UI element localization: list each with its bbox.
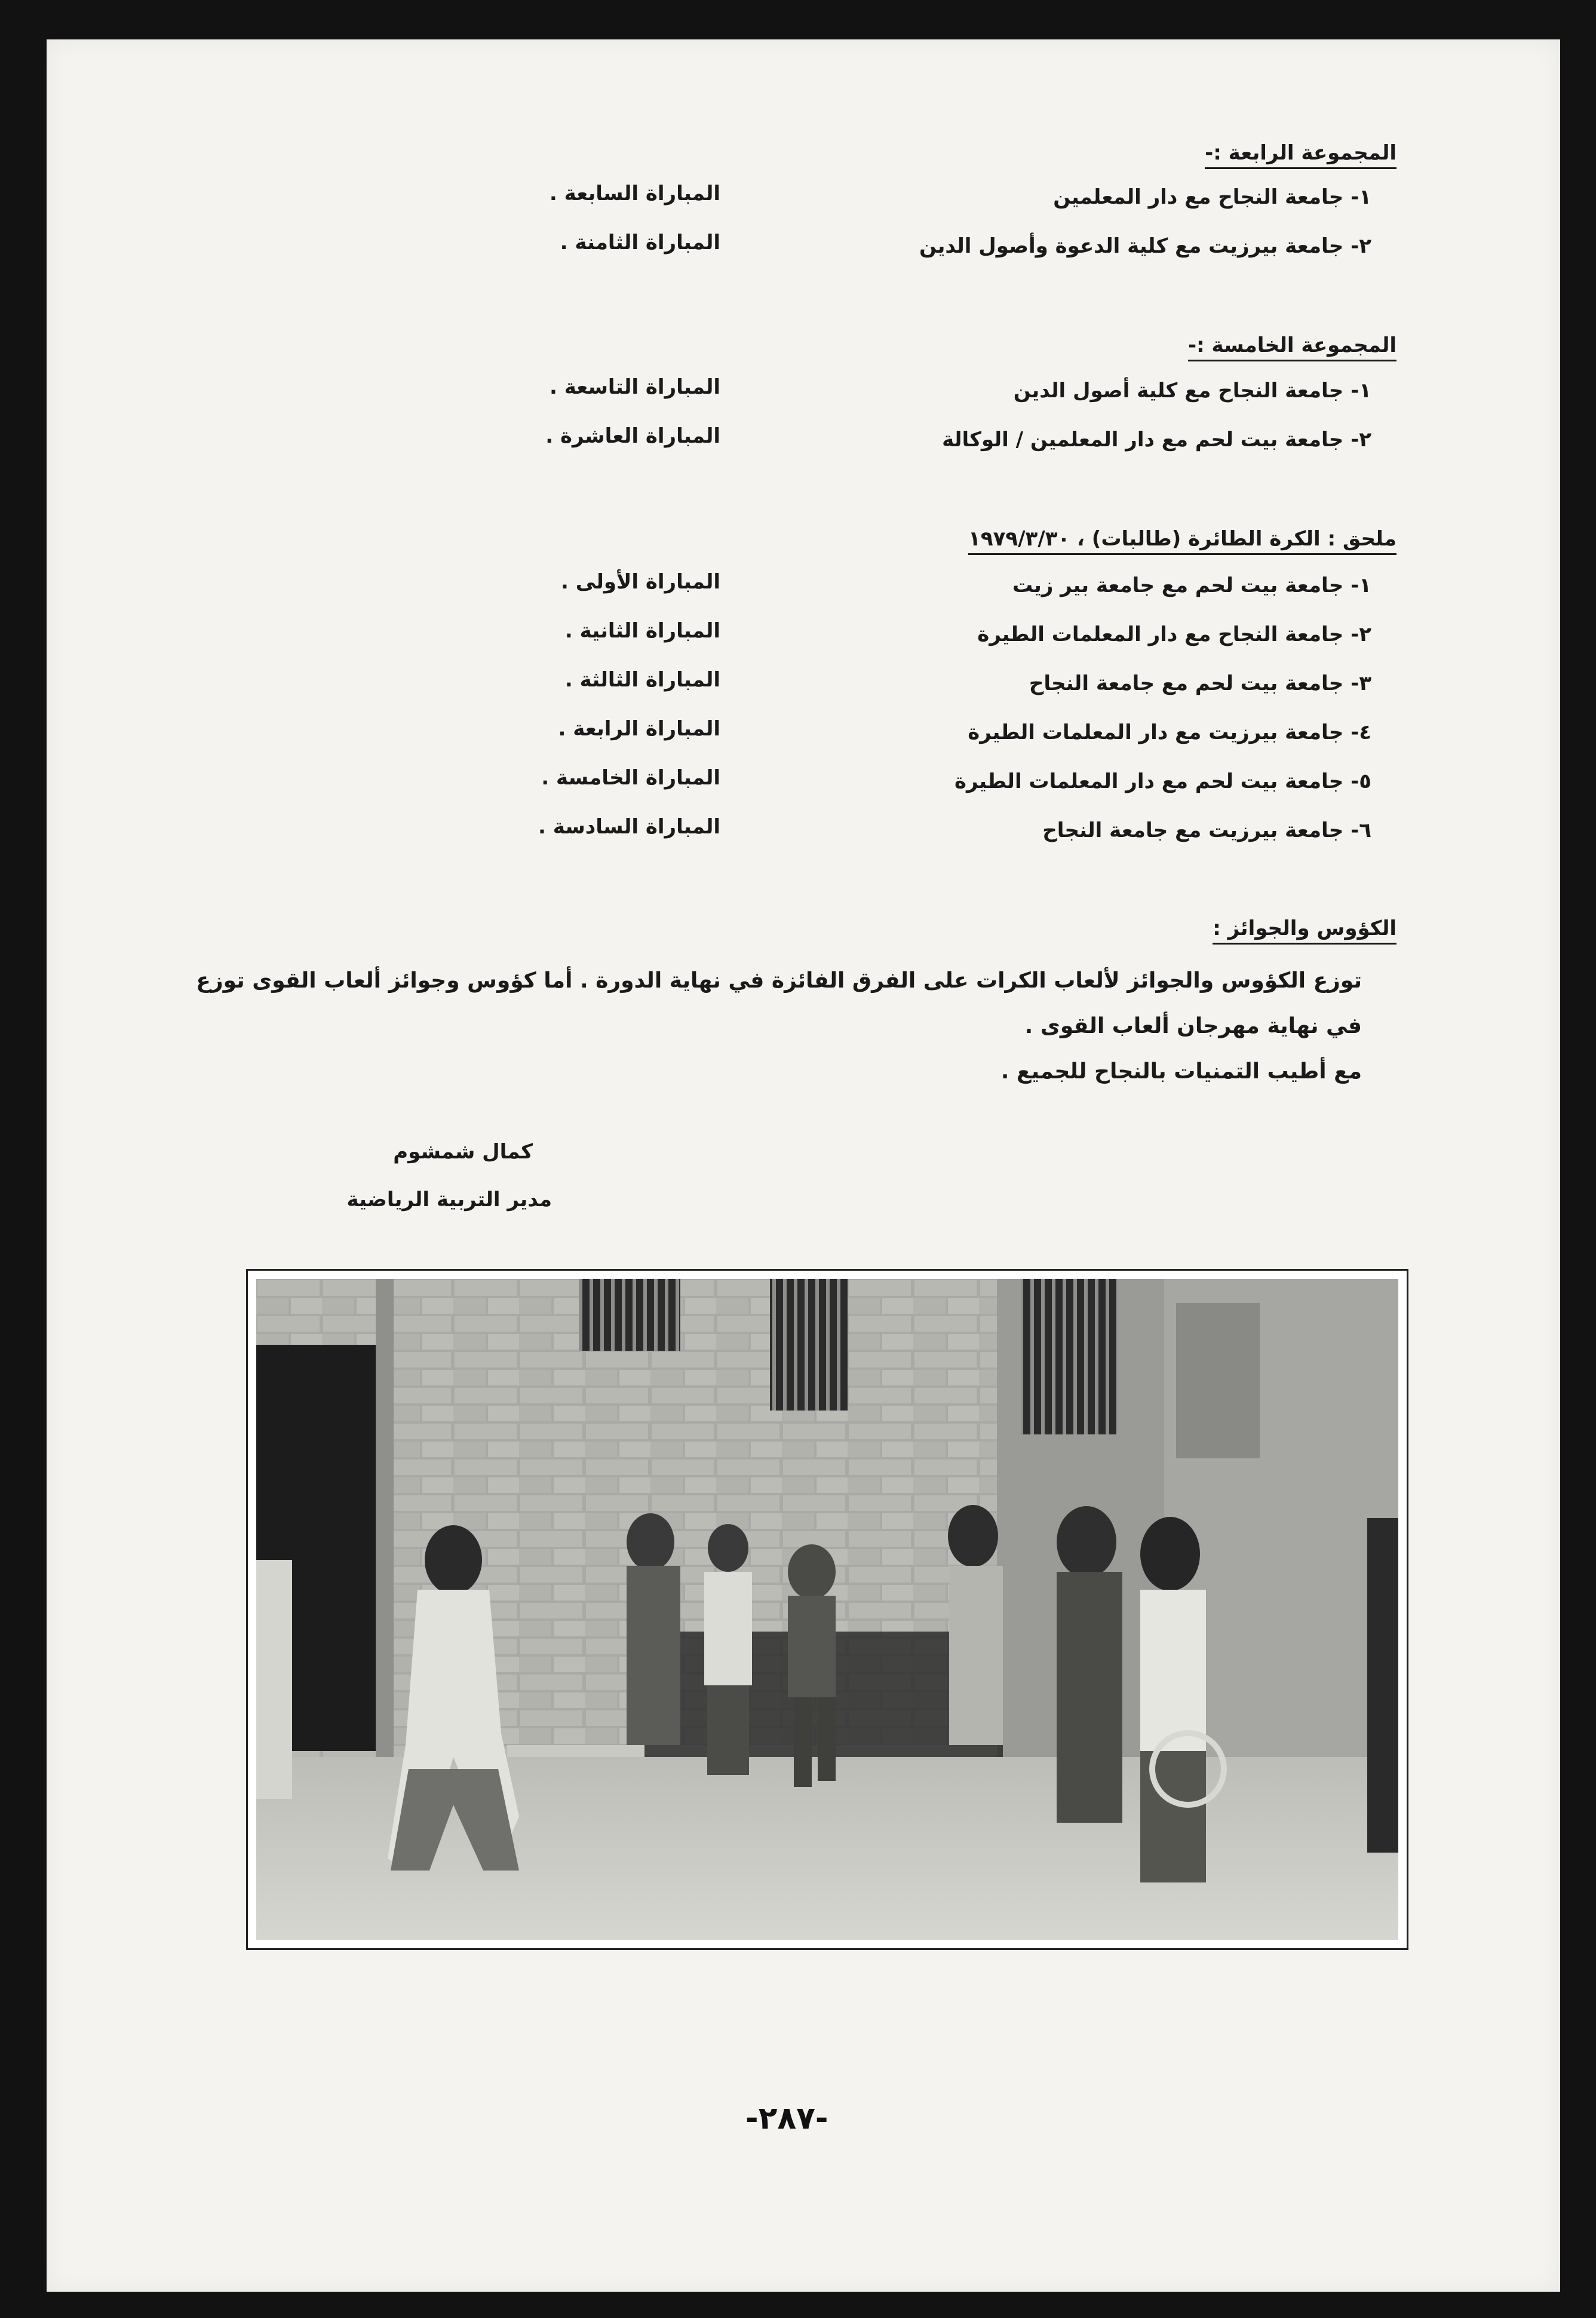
match-text: ١- جامعة النجاح مع كلية أصول الدين	[1013, 379, 1371, 403]
signature-title: مدير التربية الرياضية	[346, 1188, 552, 1212]
match-row	[237, 375, 1371, 415]
awards-paragraph: توزع الكؤوس والجوائز لألعاب الكرات على الفرق الفائزة في نهاية الدورة . أما كؤوس وجوائز ألعاب القوى توزع في نهاية مهرجان ألعاب القوى .	[196, 968, 1362, 1038]
match-row	[237, 717, 1371, 756]
match-text: ٤- جامعة بيرزيت مع دار المعلمات الطيرة	[968, 720, 1371, 744]
match-text: ١- جامعة النجاح مع دار المعلمين	[1053, 185, 1371, 209]
match-text: ٥- جامعة بيت لحم مع دار المعلمات الطيرة	[954, 769, 1371, 793]
match-row	[237, 766, 1371, 805]
game-label: المباراة الأولى .	[560, 570, 720, 594]
event-photograph	[256, 1279, 1398, 1940]
match-row	[237, 231, 1371, 270]
game-label: المباراة التاسعة .	[549, 375, 720, 399]
game-label: المباراة الخامسة .	[541, 766, 720, 790]
match-text: ٢- جامعة بيت لحم مع دار المعلمين / الوكالة	[942, 428, 1371, 452]
match-row	[237, 570, 1371, 609]
volleyball-heading: ملحق : الكرة الطائرة (طالبات) ، ١٩٧٩/٣/٣٠	[968, 527, 1396, 555]
photo-frame	[246, 1269, 1408, 1950]
game-label: المباراة السادسة .	[538, 815, 720, 839]
game-label: المباراة الرابعة .	[558, 717, 720, 741]
match-text: ٣- جامعة بيت لحم مع جامعة النجاح	[1029, 672, 1371, 695]
match-text: ٦- جامعة بيرزيت مع جامعة النجاح	[1042, 818, 1371, 842]
closing-line: مع أطيب التمنيات بالنجاح للجميع .	[1000, 1059, 1362, 1084]
page-number: -٢٨٧-	[745, 2101, 828, 2136]
match-row	[237, 815, 1371, 854]
game-label: المباراة العاشرة .	[545, 424, 720, 448]
match-text: ١- جامعة بيت لحم مع جامعة بير زيت	[1012, 574, 1371, 597]
group4-heading: المجموعة الرابعة :-	[1205, 141, 1396, 169]
group5-heading: المجموعة الخامسة :-	[1188, 333, 1396, 361]
match-row	[237, 424, 1371, 464]
awards-heading: الكؤوس والجوائز :	[1213, 916, 1396, 945]
game-label: المباراة الثانية .	[564, 619, 720, 643]
signature-name: كمال شمشوم	[393, 1140, 533, 1164]
document-page	[47, 39, 1560, 2292]
match-row	[237, 619, 1371, 658]
match-text: ٢- جامعة بيرزيت مع كلية الدعوة وأصول الدين	[919, 234, 1371, 258]
game-label: المباراة الثامنة .	[560, 231, 720, 255]
match-row	[237, 182, 1371, 221]
match-text: ٢- جامعة النجاح مع دار المعلمات الطيرة	[977, 623, 1371, 646]
game-label: المباراة السابعة .	[549, 182, 720, 206]
game-label: المباراة الثالثة .	[564, 668, 720, 692]
match-row	[237, 668, 1371, 707]
